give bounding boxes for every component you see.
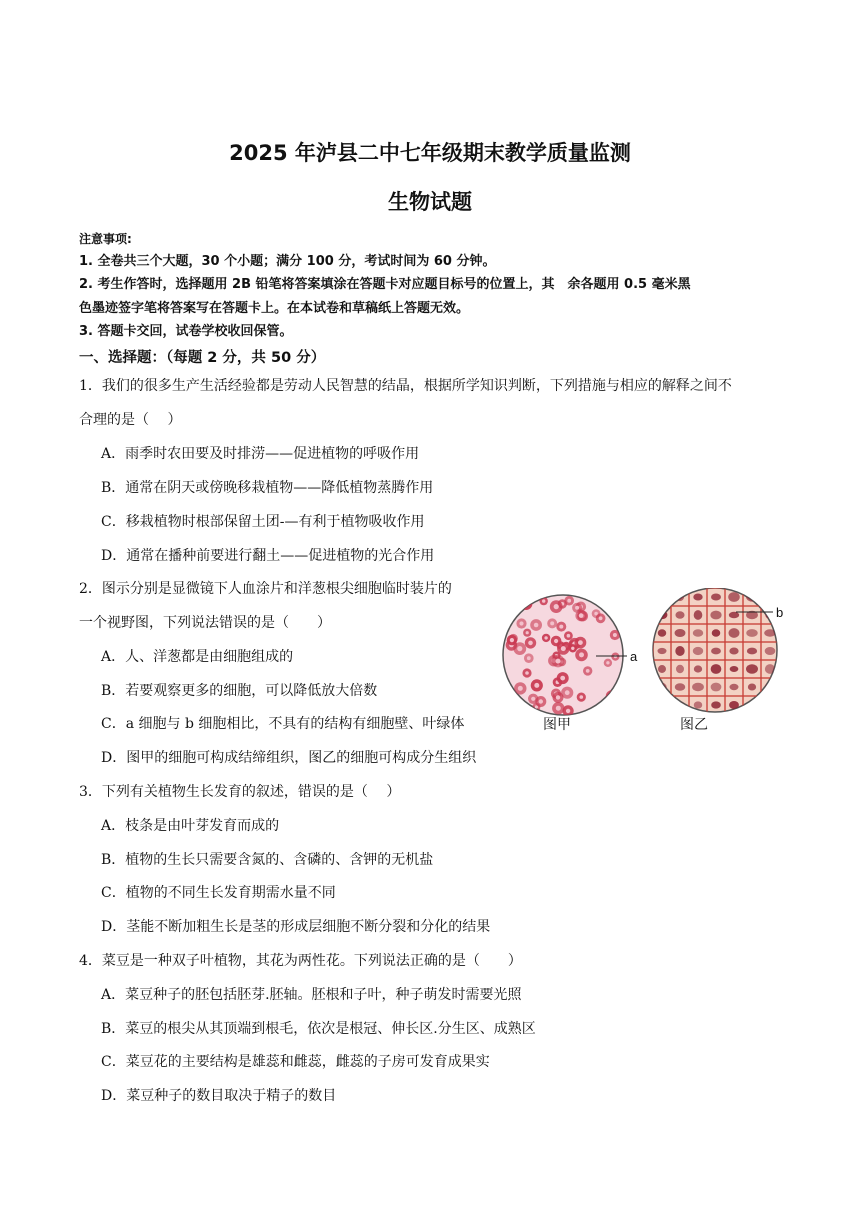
figure-caption-jia: 图甲	[543, 717, 571, 733]
option-a: A．菜豆种子的胚包括胚芽.胚轴。胚根和子叶，种子萌发时需要光照	[101, 987, 522, 1003]
red-blood-cell-center	[523, 708, 527, 712]
option-b: B．菜豆的根尖从其顶端到根毛，依次是根冠、伸长区.分生区、成熟区	[101, 1021, 536, 1037]
red-blood-cell-center	[579, 652, 584, 657]
question-stem: 2．图示分别是显微镜下人血涂片和洋葱根尖细胞临时装片的	[79, 581, 452, 597]
option-a: A．人、洋葱都是由细胞组成的	[101, 649, 294, 665]
root-cell-nucleus	[712, 629, 721, 637]
red-blood-cell-center	[550, 621, 554, 625]
red-blood-cell	[503, 610, 515, 622]
red-blood-cell-center	[556, 695, 560, 699]
root-cell	[761, 588, 779, 606]
root-cell	[653, 588, 671, 606]
red-blood-cell-center	[578, 640, 583, 645]
option-c: C．移栽植物时根部保留土团-—有利于植物吸收作用	[101, 514, 425, 530]
root-cell-nucleus	[711, 648, 721, 655]
figure-caption-yi: 图乙	[680, 717, 708, 733]
red-blood-cell-center	[561, 646, 566, 651]
red-blood-cell-center	[586, 669, 590, 673]
root-cell	[653, 696, 671, 714]
option-d: D．菜豆种子的数目取决于精子的数目	[101, 1088, 337, 1104]
red-blood-cell-center	[527, 656, 531, 660]
root-tip-view	[653, 588, 779, 714]
root-cell-nucleus	[675, 683, 686, 690]
red-blood-cell-center	[525, 671, 529, 675]
red-blood-cell-center	[609, 694, 614, 699]
red-blood-cell-center	[539, 699, 543, 703]
red-blood-cell-center	[518, 686, 523, 691]
root-cell-nucleus	[694, 610, 703, 620]
option-a: A．枝条是由叶芽发育而成的	[101, 818, 280, 834]
red-blood-cell-center	[566, 709, 570, 713]
root-cell-nucleus	[728, 592, 740, 602]
option-a: A．雨季时农田要及时排涝——促进植物的呼吸作用	[101, 446, 420, 462]
notes-line: 2. 考生作答时，选择题用 2B 铅笔将答案填涂在答题卡对应题目标号的位置上，其 余各题用 0.5 毫米黑	[79, 277, 691, 292]
red-blood-cell-center	[567, 599, 571, 603]
notes-line: 3. 答题卡交回，试卷学校收回保管。	[79, 324, 293, 339]
red-blood-cell-center	[554, 604, 559, 609]
red-blood-cell-center	[575, 606, 579, 610]
red-blood-cell-center	[544, 636, 547, 639]
root-cell-nucleus	[675, 646, 684, 656]
root-cell-nucleus	[729, 612, 739, 619]
root-cell-nucleus	[748, 683, 756, 690]
root-cell-nucleus	[765, 701, 775, 708]
notes-line: 1. 全卷共三个大题，30 个小题；满分 100 分，考试时间为 60 分钟。	[79, 254, 496, 269]
label-b: b	[776, 605, 784, 620]
option-b: B．若要观察更多的细胞，可以降低放大倍数	[101, 683, 378, 699]
root-cell-nucleus	[658, 629, 666, 637]
question-stem: 1．我们的很多生产生活经验都是劳动人民智慧的结晶，根据所学知识判断，下列措施与相应的解释之间不	[79, 378, 732, 394]
red-blood-cell	[521, 598, 529, 606]
option-c: C．菜豆花的主要结构是雄蕊和雌蕊，雌蕊的子房可发育成果实	[101, 1054, 490, 1070]
root-cell-nucleus	[693, 594, 702, 601]
option-c: C．a 细胞与 b 细胞相比，不具有的结构有细胞壁、叶绿体	[101, 716, 465, 732]
root-cell-nucleus	[765, 647, 776, 655]
root-cell-nucleus	[694, 701, 702, 708]
root-cell-nucleus	[676, 665, 684, 673]
red-blood-cell-center	[517, 646, 522, 651]
red-blood-cell-center	[556, 706, 561, 711]
root-cell-nucleus	[693, 647, 703, 655]
red-blood-cell-center	[528, 641, 533, 646]
root-cell-nucleus	[729, 648, 738, 655]
red-blood-cell-center	[524, 601, 529, 606]
red-blood-cell-center	[534, 623, 539, 628]
red-blood-cell-center	[560, 676, 565, 681]
red-blood-cell	[520, 705, 530, 715]
question-stem: 4．菜豆是一种双子叶植物，其花为两性花。下列说法正确的是（ ）	[79, 953, 522, 969]
microscope-figure	[498, 588, 798, 734]
root-cell-nucleus	[693, 629, 703, 637]
page-title: 2025 年泸县二中七年级期末教学质量监测	[229, 141, 631, 165]
option-d: D．通常在播种前要进行翻土——促进植物的光合作用	[101, 548, 435, 564]
root-cell-nucleus	[730, 666, 739, 672]
root-cell-nucleus	[711, 594, 721, 601]
red-blood-cell-center	[513, 697, 516, 700]
page-subtitle: 生物试题	[388, 190, 472, 214]
notes-heading: 注意事项:	[79, 232, 132, 246]
option-d: D．图甲的细胞可构成结缔组织，图乙的细胞可构成分生组织	[101, 750, 477, 766]
root-cell-nucleus	[746, 629, 757, 637]
question-stem: 一个视野图，下列说法错误的是（ ）	[79, 615, 331, 631]
red-blood-cell-center	[542, 599, 545, 602]
root-cell-nucleus	[728, 628, 739, 638]
root-cell-nucleus	[694, 665, 702, 672]
root-cell-nucleus	[676, 702, 685, 709]
red-blood-cell-center	[565, 690, 570, 695]
red-blood-cell-center	[556, 659, 561, 664]
red-blood-cell-center	[559, 625, 563, 629]
red-blood-cell-center	[580, 695, 584, 699]
red-blood-cell-center	[613, 633, 617, 637]
root-cell-nucleus	[711, 701, 721, 708]
red-blood-cell-center	[579, 613, 584, 618]
red-blood-cell-center	[519, 621, 523, 625]
question-stem: 3．下列有关植物生长发育的叙述，错误的是（ ）	[79, 784, 401, 800]
option-c: C．植物的不同生长发育期需水量不同	[101, 885, 336, 901]
question-stem: 合理的是（ ）	[79, 412, 182, 428]
root-cell-nucleus	[711, 683, 722, 692]
red-blood-cell-center	[526, 631, 529, 634]
red-blood-cell-center	[614, 655, 617, 658]
red-blood-cell-center	[531, 697, 535, 701]
red-blood-cell-center	[554, 639, 558, 643]
red-blood-cell-center	[510, 638, 514, 642]
root-cell-nucleus	[746, 664, 758, 673]
red-blood-cell-center	[599, 616, 603, 620]
root-cell-nucleus	[658, 701, 666, 708]
root-cell-nucleus	[692, 683, 704, 691]
red-blood-cell-center	[507, 613, 512, 618]
root-cell-nucleus	[676, 593, 684, 601]
red-blood-cell-center	[571, 647, 574, 650]
root-cell-nucleus	[675, 629, 686, 637]
root-cell-nucleus	[766, 594, 774, 601]
root-cell-nucleus	[658, 648, 667, 654]
red-blood-cell-center	[567, 634, 571, 638]
red-blood-cell-center	[606, 661, 609, 664]
option-b: B．通常在阴天或傍晚移栽植物——降低植物蒸腾作用	[101, 480, 434, 496]
label-a: a	[630, 649, 638, 664]
option-b: B．植物的生长只需要含氮的、含磷的、含钾的无机盐	[101, 852, 434, 868]
red-blood-cell-center	[524, 601, 527, 604]
root-cell-nucleus	[730, 684, 739, 690]
root-cell-nucleus	[658, 665, 666, 673]
root-cell-nucleus	[765, 683, 775, 691]
section-heading: 一、选择题：（每题 2 分，共 50 分）	[79, 350, 326, 366]
root-cell-nucleus	[675, 611, 684, 618]
root-cell-nucleus	[711, 664, 722, 674]
notes-line: 色墨迹签字笔将答案写在答题卡上。在本试卷和草稿纸上答题无效。	[79, 301, 470, 316]
root-cell	[761, 696, 779, 714]
red-blood-cell-center	[534, 683, 539, 688]
root-cell-nucleus	[710, 611, 721, 620]
root-cell-nucleus	[658, 593, 667, 602]
root-cell-nucleus	[747, 648, 757, 655]
option-d: D．茎能不断加粗生长是茎的形成层细胞不断分裂和分化的结果	[101, 919, 491, 935]
